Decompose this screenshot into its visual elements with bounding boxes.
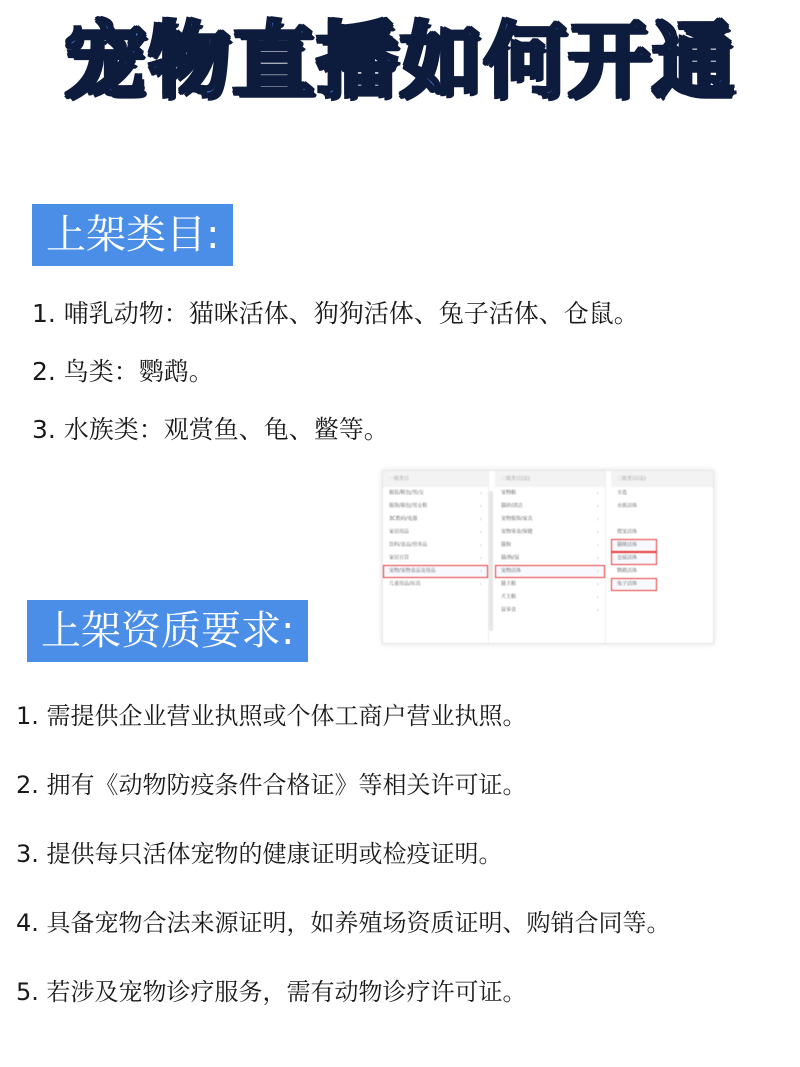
list-item: 2. 拥有《动物防疫条件合格证》等相关许可证。 [16, 771, 527, 799]
scrollbar[interactable] [489, 491, 493, 631]
category-column-level1 [383, 471, 489, 643]
list-item: 1. 需提供企业营业执照或个体工商户营业执照。 [16, 702, 527, 730]
category-row[interactable]: 鼠零食 › [495, 604, 605, 617]
category-row[interactable]: 宠物服饰/家具 › [495, 513, 605, 526]
chevron-right-icon: › [479, 568, 482, 575]
chevron-right-icon: › [479, 542, 482, 549]
chevron-right-icon: › [479, 490, 482, 497]
category-row[interactable]: 宠物粮 › [495, 487, 605, 500]
category-row-selected[interactable]: 猫咪活体 [611, 539, 657, 552]
list-item: 1. 哺乳动物：猫咪活体、狗狗活体、兔子活体、仓鼠。 [32, 299, 639, 328]
page-title: 宠物直播如何开通 [63, 14, 736, 109]
category-row[interactable]: 饮料/食品/营养品 › [383, 539, 488, 552]
chevron-right-icon: › [596, 607, 599, 614]
chevron-right-icon: › [596, 490, 599, 497]
category-row[interactable]: 3C数码/电器 › [383, 513, 488, 526]
list-item: 5. 若涉及宠物诊疗服务，需有动物诊疗许可证。 [16, 978, 527, 1006]
category-row[interactable]: 全选 [617, 490, 628, 496]
category-row[interactable]: 爬宠活体 [617, 529, 638, 535]
category-row[interactable]: 家居百货 › [383, 552, 488, 565]
list-item: 3. 水族类：观赏鱼、龟、鳖等。 [32, 415, 389, 444]
category-row[interactable]: 家居用品 › [383, 526, 488, 539]
category-row[interactable]: 儿童用品/玩具 › [383, 578, 488, 591]
category-row[interactable] [611, 513, 713, 526]
chevron-right-icon: › [596, 542, 599, 549]
category-row[interactable]: 鹦鹉活体 [617, 568, 638, 574]
category-row[interactable]: 猫狗 › [495, 539, 605, 552]
chevron-right-icon: › [596, 555, 599, 562]
chevron-right-icon: › [596, 529, 599, 536]
section-heading-qualification: 上架资质要求: [27, 600, 308, 662]
category-row-selected[interactable]: 宠物活体 › [495, 565, 605, 578]
category-row[interactable]: 服装/鞋包/男/女 › [383, 487, 488, 500]
list-item: 2. 鸟类：鹦鹉。 [32, 357, 214, 386]
category-row[interactable]: 猫/狗/鼠 › [495, 552, 605, 565]
chevron-right-icon: › [596, 581, 599, 588]
category-column-level2 [495, 471, 606, 643]
column-header: 三级类目(法) [611, 471, 713, 487]
chevron-right-icon: › [479, 555, 482, 562]
category-screenshot [382, 470, 714, 644]
category-row[interactable]: 宠物零食/保健 › [495, 526, 605, 539]
chevron-right-icon: › [596, 503, 599, 510]
chevron-right-icon: › [596, 516, 599, 523]
chevron-right-icon: › [479, 529, 482, 536]
category-column-level3 [611, 471, 713, 643]
column-header: 一级类目 [383, 471, 488, 487]
category-list [32, 292, 639, 466]
chevron-right-icon: › [596, 568, 599, 575]
category-row[interactable]: 猫砂/清洁 › [495, 500, 605, 513]
chevron-right-icon: › [596, 594, 599, 601]
category-row-selected[interactable]: 兔子活体 [611, 578, 657, 591]
category-row[interactable]: 服饰/箱包/男女鞋 › [383, 500, 488, 513]
chevron-right-icon: › [479, 503, 482, 510]
chevron-right-icon: › [479, 581, 482, 588]
column-header: 二级类目(法) [495, 471, 605, 487]
list-item: 3. 提供每只活体宠物的健康证明或检疫证明。 [16, 840, 503, 868]
category-row[interactable]: 猫主粮 › [495, 578, 605, 591]
category-row[interactable]: 水族活体 [617, 503, 638, 509]
category-row-selected[interactable]: 仓鼠活体 [611, 552, 657, 565]
category-row-selected[interactable]: 宠物/宠物食品及用品 › [383, 565, 488, 578]
section-heading-category: 上架类目: [32, 204, 233, 266]
chevron-right-icon: › [479, 516, 482, 523]
list-item: 4. 具备宠物合法来源证明，如养殖场资质证明、购销合同等。 [16, 909, 671, 937]
category-row[interactable]: 犬主粮 › [495, 591, 605, 604]
qualification-list [16, 692, 671, 1037]
